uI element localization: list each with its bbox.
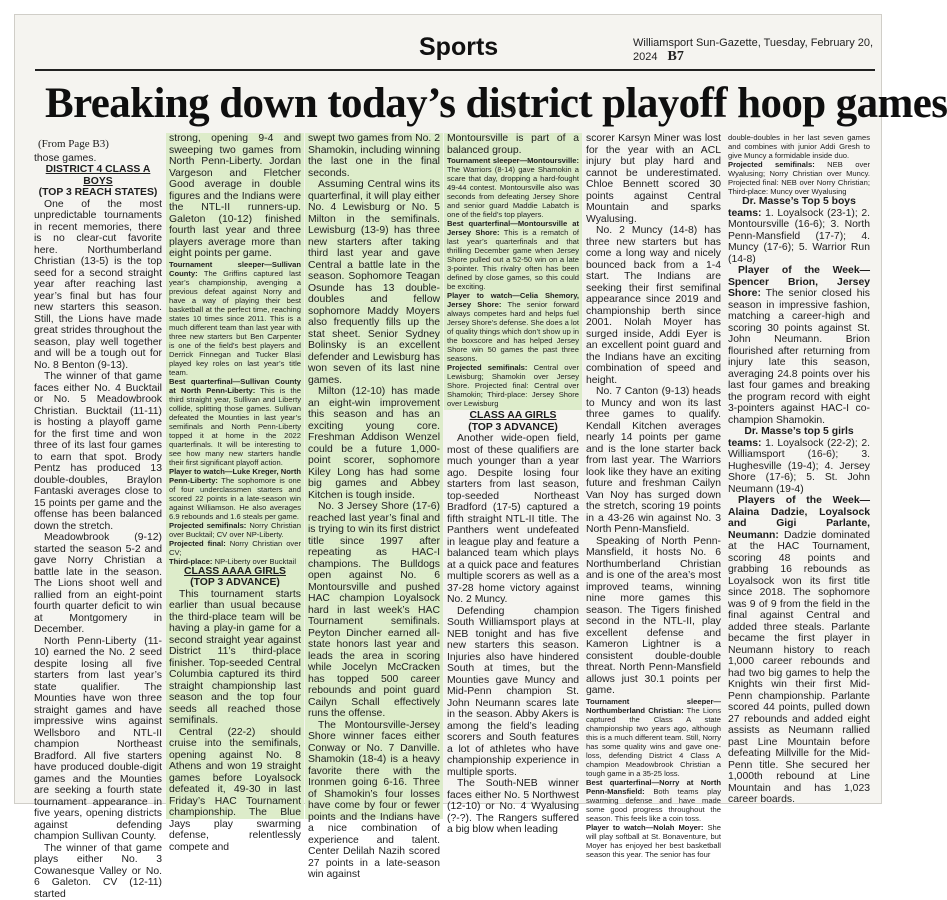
note-semifinals: [728, 160, 870, 196]
paragraph: No. 2 Muncy (14-8) has three new starters but has come a long way and nicely bounced back from a 1-4 start. The Indians are seeking their first semifinal appearance since 2019 and championship berth since 2001. Nolah Moyer has surged inside, Addi Eyer is an excellent point guard and the Indians have an exciting combination of speed and height.: [586, 225, 721, 386]
paragraph: The Montoursville-Jersey Shore winner faces either Conway or No. 7 Danville. Shamokin (18-4) is a heavy favorite there with the Ironmen going 6-16. Three of Shamokin’s four losses have come by four or fewer points and the Indians have a nice combination of experience and talent. Center Delilah Nazih scored 27 points in a late-season win against: [308, 720, 440, 881]
paragraph: Milton (12-10) has made an eight-win improvement this season and has an exciting young core. Freshman Addison Wenzel could be a future 1,000-point scorer, sophomore Kiley Long has had some big games and Abbey Kitchen is tough inside.: [308, 386, 440, 501]
note-text: The Griffins captured last year’s championship, avenging a previous defeat against Norry and have a way of playing their best basketball at the perfect time, reaching states 10 times since 2011. This is a much different team than last year with three new starters but Ben Carpenter is one of the field’s best players and Derrick Finnegan and Tucker Blasi played key roles on last year’s title team.: [169, 269, 301, 377]
note-text: Both teams play swarming defense and have made some good progress throughout the season. This feels like a coin toss.: [586, 787, 721, 823]
note-text: This is a rematch of last year’s quarterfinals and that thrilling December game when Jersey Shore pulled out a 52-50 win on a late 3-pointer. This rivalry often has been defined by close games, so this could be exciting.: [447, 228, 579, 291]
note-label: Player to watch—Nolah Moyer:: [586, 823, 703, 832]
note-semifinals: [169, 521, 301, 539]
note-label: Player to watch—Celia Shemory, Jersey Shore:: [447, 291, 579, 309]
page-number: B7: [667, 49, 683, 64]
note-label: Tournament sleeper—Northumberland Christian:: [586, 697, 721, 715]
player-text: Dadzie dominated at the HAC Tournament, scoring 48 points and grabbing 16 rebounds as Loyalsock won its first title since 2018. The sophomore was 9 of 9 from the field in the final against Central and added three steals. Parlante became the first player in Neumann history to reach 1,000 career rebounds and had two big games to help the Knights win their first Mid-Penn championship. Parlante scored 44 points, pulled down 27 rebounds and added eight assists as Neumann rallied past Line Mountain before defeating Millville for the Mid-Penn title. She secured her 1,000th rebound at Line Mountain and has 1,023 career boards.: [728, 530, 870, 806]
newspaper-page: [14, 14, 882, 804]
note-sleeper: [169, 260, 301, 377]
note-quarterfinal: [586, 778, 721, 823]
note-text: NP-Liberty over Bucktail: [212, 557, 296, 566]
paragraph: The winner of that game plays either No. 3 Cowanesque Valley or No. 6 Galeton. CV (12-11) started: [34, 843, 162, 900]
header-rule: [35, 69, 875, 71]
paragraph: those games.: [34, 153, 162, 165]
list-text: 1. Loyalsock (22-2); 2. Williamsport (16-6); 3. Hughesville (19-4); 4. Jersey Shore (17-6); 5. St. John Neumann (19-4): [728, 438, 870, 495]
paragraph: Meadowbrook (9-12) started the season 5-2 and gave Norry Christian a battle late in the season. The Lions shoot well and rallied from an eight-point fourth quarter deficit to win at Montgomery in December.: [34, 532, 162, 636]
list-label: teams:: [728, 208, 762, 219]
paragraph: strong, opening 9-4 and sweeping two games from North Penn-Liberty. Jordan Vargeson and Fletcher Good average in double figures and the Indians were the NTL-II runners-up. Galeton (10-12) finished fourth last year and three players average more than eight points per game.: [169, 133, 301, 260]
paragraph: The South-NEB winner faces either No. 5 Northwest (12-10) or No. 4 Wyalusing (?-?). The Rangers suffered a big blow when leading: [447, 778, 579, 836]
player-label: Players of the Week— Alaina Dadzie, Loyalsock and Gigi Parlante, Neumann:: [728, 495, 870, 541]
note-text: The Warriors (8-14) gave Shamokin a scare that day, dropping a hard-fought 49-44 contest. Montoursville also was seconds from defeating Jersey Shore and senior guard Maddie Labatch is one of the field’s top players.: [447, 165, 579, 219]
paragraph: Central (22-2) should cruise into the semifinals, opening against No. 8 Athens and won 19 straight games before Loyalsock defeated it, 49-30 in last Friday’s HAC Tournament championship. The Blue Jays play swarming defense, relentlessly compete and: [169, 727, 301, 854]
girls-top5-list: [728, 438, 870, 496]
paragraph: scorer Karsyn Miner was lost for the year with an ACL injury but play hard and cannot be underestimated. Chloe Bennett scored 30 points against Central Mountain and sparks Wyalusing.: [586, 133, 721, 225]
note-player: [169, 467, 301, 521]
paragraph: Speaking of North Penn-Mansfield, it hosts No. 6 Northumberland Christian and is one of the area’s most improved teams, winning nine more games this season. The Tigers finished second in the NTL-II, play excellent defense and Kameron Lightner is a consistent double-double threat. North Penn-Mansfield allows just 30.1 points per game.: [586, 536, 721, 697]
list-text: 1. Loyalsock (23-1); 2. Montoursville (16-6); 3. North Penn-Mansfield (17-7); 4. Muncy (17-6); 5. Warrior Run (14-8): [728, 208, 870, 265]
note-label: Player to watch—Luke Kreger, North Penn-Liberty:: [169, 467, 301, 485]
note-quarterfinal: [169, 377, 301, 467]
paragraph: Another wide-open field, most of these qualifiers are much younger than a year ago. Despite losing four starters from last season, top-seeded Northeast Bradford (17-5) captured a fifth straight NTL-II title. The Panthers went undefeated in league play and feature a balanced team which plays at a quick pace and features multiple scorers as well as a 37-28 home victory against No. 2 Muncy.: [447, 433, 579, 606]
shaded-box: [444, 133, 582, 410]
column-5: [583, 133, 724, 819]
paragraph: swept two games from No. 2 Shamokin, including winning the last one in the final seconds.: [308, 133, 440, 179]
note-label: Tournament sleeper—Montoursville:: [447, 156, 579, 165]
note-label: Projected semifinals:: [169, 521, 246, 530]
column-3: [305, 133, 443, 819]
note-label: Projected semifinals:: [728, 160, 815, 169]
note-player: [586, 823, 721, 859]
note-text: Norry Christian over Bucktail; CV over NP-Liberty.: [169, 521, 301, 539]
paragraph: Montoursville is part of a balanced group.: [447, 133, 579, 156]
player-text: The senior closed his season in impressive fashion, matching a career-high and scoring 30 points against St. John Neumann. Brion flourished after returning from injury late this season, averaging 24.8 points over his last four games and breaking the program record with eight 3-pointers against HAC-I co-champion Shamokin.: [728, 288, 870, 426]
paragraph: Defending champion South Williamsport plays at NEB tonight and has five new starters this season. Injuries also have hindered South at times, but the Mounties gave Muncy and Mid-Penn champion St. John Neumann scares late in the season. Abby Akers is among the field’s leading scorers and South features a lot of athletes who have championship experience in multiple sports.: [447, 606, 579, 779]
section-subheading: (TOP 3 ADVANCE): [169, 577, 301, 589]
note-text: The senior forward always competes hard and helps fuel Jersey Shore’s defense. She does a lot of quality things which don’t show up in the boxscore and has helped Jersey Shore win 50 games the past three seasons.: [447, 300, 579, 363]
note-label: Third-place:: [169, 557, 212, 566]
paragraph: No. 3 Jersey Shore (17-6) reached last year’s final and is trying to win its first district title since 1997 after repeating as HAC-I champions. The Bulldogs open against No. 6 Montoursville and pushed HAC champion Loyalsock hard in last week’s HAC Tournament semifinals. Peyton Dincher earned all-state honors last year and leads the area in scoring while Jocelyn McCracken has topped 500 career rebounds and point guard Cailyn Schall effectively runs the offense.: [308, 501, 440, 720]
girls-player-of-week: [728, 495, 870, 806]
note-label: Projected final:: [169, 539, 226, 548]
column-6: [725, 133, 873, 819]
note-continued: double-doubles in her last seven games and combines with junior Addi Gresh to give Muncy a formidable inside duo.: [728, 133, 870, 160]
note-label: Best quarterfinal—Sullivan County at North Penn-Liberty:: [169, 377, 301, 395]
note-sleeper: [586, 697, 721, 778]
paragraph: Assuming Central wins its quarterfinal, it will play either No. 4 Lewisburg or No. 5 Milton in the semifinals. Lewisburg (13-9) has three new starters after taking third last year and gave Central a battle late in the season. Sophomore Teagan Osunde has 13 double-doubles and fellow sophomore Maddy Moyers also frequently fills up the stat sheet. Senior Sydney Bolinsky is an excellent defender and Lewisburg has won seven of its last nine games.: [308, 179, 440, 386]
note-sleeper: [447, 156, 579, 219]
section-subheading: (TOP 3 REACH STATES): [34, 187, 162, 199]
section-title: Sports: [419, 33, 498, 62]
column-2: [166, 133, 304, 819]
boys-top5-heading: Dr. Masse’s Top 5 boys: [728, 196, 870, 208]
section-subheading: (TOP 3 ADVANCE): [447, 422, 579, 434]
note-text: She will play softball at St. Bonaventure, but Moyer has enjoyed her best basketball season this year. The senior has four: [586, 823, 721, 859]
paragraph: This tournament starts earlier than usual because the third-place team will be having a play-in game for a second straight year against District 11’s third-place finisher. Top-seeded Central Columbia captured its third straight championship last season and the top four seeds all reached those semifinals.: [169, 589, 301, 727]
player-label: Player of the Week— Spencer Brion, Jersey Shore:: [728, 265, 870, 299]
note-third: [169, 557, 301, 566]
note-label: Projected semifinals:: [447, 363, 527, 372]
section-heading: DISTRICT 4 CLASS A BOYS: [34, 164, 162, 187]
page-folio: [633, 37, 881, 65]
folio-text: Williamsport Sun-Gazette, Tuesday, February 20, 2024: [633, 37, 873, 63]
paragraph: One of the most unpredictable tournaments in recent memories, there is no clear-cut favorite here. Northumberland Christian (13-5) is the top seed for a second straight year after reaching last year’s final but has four new starters this season. Still, the Lions have made great strides throughout the season, play well together and will be a tough out for No. 8 Benton (9-13).: [34, 199, 162, 372]
boys-top5-list: [728, 208, 870, 266]
paragraph: The winner of that game faces either No. 4 Bucktail or No. 5 Meadowbrook Christian. Bucktail (11-11) is hosting a playoff game for the first time and won three of its last four games to earn that spot. Brody Pentz has produced 13 double-doubles, Braylon Fantaski averages close to 15 points per game and the offense has been balanced down the stretch.: [34, 371, 162, 532]
column-1: [31, 133, 165, 819]
note-text: Central over Lewisburg; Shamokin over Jersey Shore. Projected final: Central over Shamokin; Third-place: Jersey Shore over Lewisburg: [447, 363, 579, 408]
note-final: [169, 539, 301, 557]
paragraph: North Penn-Liberty (11-10) earned the No. 2 seed despite losing all five starters from last year’s state qualifier. The Mounties have won three straight games and have impressive wins against Wellsboro and NTL-II champion Northeast Bradford. All five starters have produced double-digit games and the Mounties are seeking a fourth state tournament appearance in five years, opening districts against defending champion Sullivan County.: [34, 636, 162, 843]
note-text: The Lions captured the Class A state championship two years ago, although this is a much different team. Still, Norry has some quality wins and gave one-loss, defending District 4 Class A champion Meadowbrook Christian a tough game in a 35-25 loss.: [586, 706, 721, 778]
note-text: This is the third straight year, Sullivan and Liberty collide, splitting those games. Sullivan defeated the Mounties in last year’s semifinals and North Penn-Liberty topped it at home in the 2022 quarterfinals. It will be interesting to see how many new starters handle their first significant playoff action.: [169, 386, 301, 467]
paragraph: No. 7 Canton (9-13) heads to Muncy and won its last three games to qualify. Kendall Kitchen averages nearly 14 points per game and is the lone starter back from last year. The Warriors look like they have an exiting future and freshman Cailyn Van Noy has surged down the stretch, scoring 19 points in a 43-26 win against No. 3 North Penn-Mansfield.: [586, 386, 721, 536]
section-heading: CLASS AAAA GIRLS: [169, 566, 301, 578]
note-quarterfinal: [447, 219, 579, 291]
note-label: Tournament sleeper—Sullivan County:: [169, 260, 301, 278]
column-4: [444, 133, 582, 819]
jump-line: (From Page B3): [38, 139, 162, 151]
note-label: Best quarterfinal—Norry at North Penn-Mansfield:: [586, 778, 721, 796]
note-label: Best quarterfinal—Montoursville at Jersey Shore:: [447, 219, 579, 237]
note-player: [447, 291, 579, 363]
girls-top5-heading: Dr. Masse’s top 5 girls: [728, 426, 870, 438]
section-heading: CLASS AA GIRLS: [447, 410, 579, 422]
note-text: Norry Christian over CV;: [169, 539, 301, 557]
headline: Breaking down today’s district playoff hoop games: [45, 79, 885, 128]
note-text: NEB over Wyalusing; Norry Christian over Muncy. Projected final: NEB over Norry Christian; Third-place: Muncy over Wyalusing: [728, 160, 870, 196]
boys-player-of-week: [728, 265, 870, 426]
note-semifinals: [447, 363, 579, 408]
list-label: teams:: [728, 438, 762, 449]
note-text: The sophomore is one of four underclassmen starters and scored 22 points in a late-season win against Williamson. He also averages 6.9 rebounds and 1.6 steals per game.: [169, 476, 301, 521]
